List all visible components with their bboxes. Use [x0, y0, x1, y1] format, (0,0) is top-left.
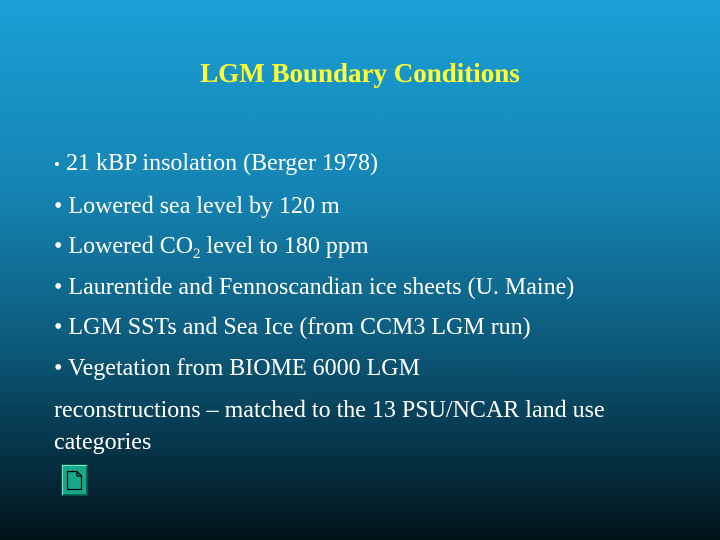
document-icon [66, 470, 83, 491]
bullet-item [54, 348, 694, 459]
bullet-marker: • [54, 192, 63, 219]
bullet-marker: • [54, 155, 60, 174]
bullet-text-post: level to 180 ppm [200, 233, 369, 259]
bullet-marker: • [54, 273, 63, 300]
bullet-text: Lowered sea level by 120 m [68, 192, 340, 219]
bullet-subscript: 2 [193, 246, 201, 262]
bullet-item [54, 307, 694, 348]
bullet-marker: • [54, 354, 63, 381]
bullet-marker: • [54, 233, 63, 259]
bullet-list [54, 143, 694, 458]
bullet-text: LGM SSTs and Sea Ice (from CCM3 LGM run) [68, 314, 531, 340]
bullet-text: Laurentide and Fennoscandian ice sheets (U. Maine) [68, 273, 575, 300]
bullet-item [54, 267, 694, 308]
bullet-text: 21 kBP insolation (Berger 1978) [65, 150, 378, 176]
bullet-item [54, 226, 694, 267]
document-button[interactable] [61, 464, 88, 496]
bullet-text: Vegetation from BIOME 6000 LGM [67, 354, 420, 381]
bullet-item [54, 186, 694, 227]
bullet-marker: • [54, 314, 63, 340]
bullet-text-pre: Lowered CO [68, 233, 194, 259]
bullet-continuation: reconstructions – matched to the 13 PSU/NCAR land use categories [54, 397, 605, 455]
bullet-item [54, 143, 694, 186]
slide-title: LGM Boundary Conditions [200, 58, 520, 88]
